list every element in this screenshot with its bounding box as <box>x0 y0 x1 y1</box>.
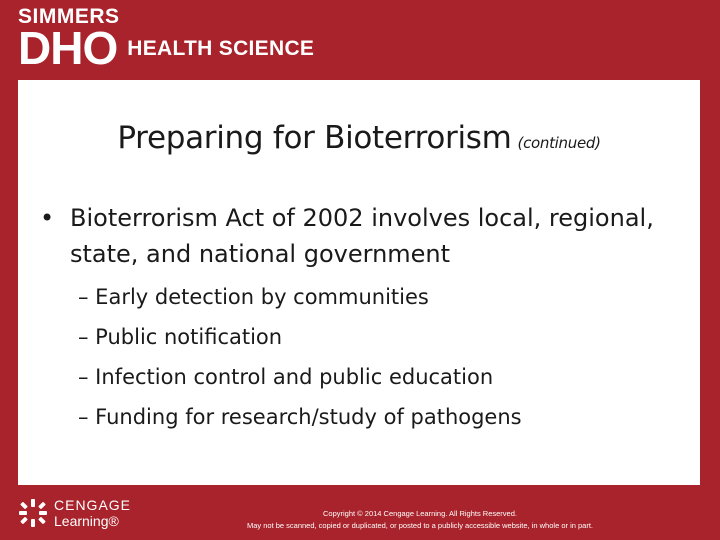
copyright-line: May not be scanned, copied or duplicated, or posted to a publicly accessible website, in whole or in part. <box>246 521 594 530</box>
brand-dho: DHO <box>18 22 118 74</box>
cengage-logo-icon <box>18 498 48 528</box>
bullet-marker: • <box>40 204 55 232</box>
brand-simmers: SIMMERS <box>18 5 120 28</box>
brand-health-science: HEALTH SCIENCE <box>127 37 315 60</box>
sub-bullet: – Infection control and public education <box>78 365 494 389</box>
copyright-line: Copyright © 2014 Cengage Learning. All Rights Reserved. <box>323 509 517 518</box>
sub-bullet: – Early detection by communities <box>78 285 429 309</box>
publisher-logo <box>18 5 315 74</box>
sub-bullet: – Funding for research/study of pathogens <box>78 405 522 429</box>
slide-title <box>18 120 700 156</box>
cengage-logo-name: CENGAGE <box>54 497 132 513</box>
cengage-logo-learning: Learning® <box>54 513 119 529</box>
slide-title-text: Preparing for Bioterrorism <box>117 120 512 156</box>
cengage-logo <box>18 497 131 529</box>
slide-panel <box>18 80 700 485</box>
copyright-notice <box>190 508 650 532</box>
sub-bullet-list <box>78 277 522 437</box>
main-bullet <box>40 200 660 272</box>
slide-title-continued: (continued) <box>517 134 601 152</box>
main-bullet-text: Bioterrorism Act of 2002 involves local, regional, state, and national government <box>70 204 654 268</box>
sub-bullet: – Public notification <box>78 325 283 349</box>
